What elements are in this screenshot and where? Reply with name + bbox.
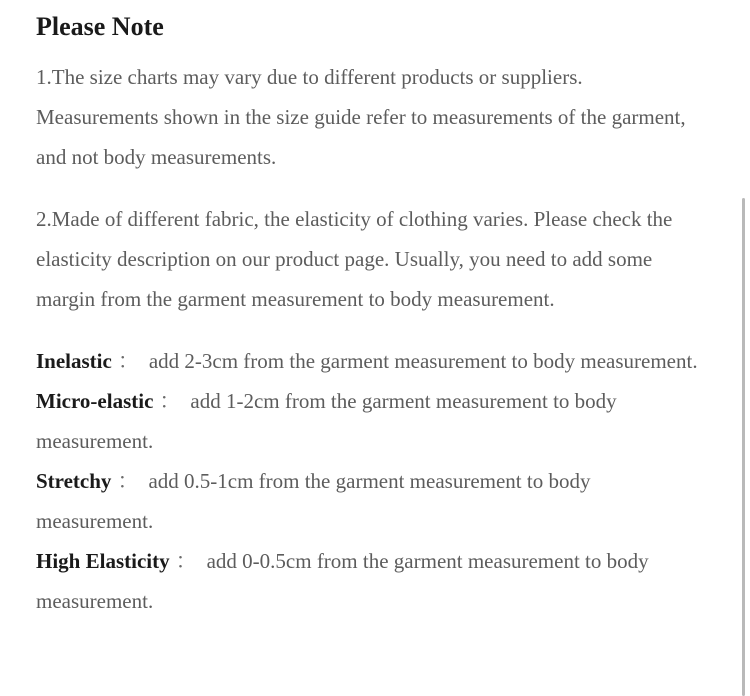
elasticity-description: add 2-3cm from the garment measurement to body measurement. <box>148 349 698 373</box>
elasticity-list <box>36 341 706 621</box>
separator: ： <box>159 389 181 413</box>
elasticity-item-inelastic <box>36 341 706 381</box>
elasticity-item-stretchy <box>36 461 706 541</box>
elasticity-description: add 1-2cm from the garment measurement to body measurement. <box>36 389 617 453</box>
elasticity-term: Micro-elastic <box>36 389 154 413</box>
elasticity-description: add 0-0.5cm from the garment measurement to body measurement. <box>36 549 649 613</box>
elasticity-description: add 0.5-1cm from the garment measurement to body measurement. <box>36 469 591 533</box>
separator: ： <box>175 549 197 573</box>
note-paragraph-2: 2.Made of different fabric, the elasticity of clothing varies. Please check the elasticity description on our product page. Usually, you need to add some margin from the garment measurement to body measurement. <box>36 207 673 311</box>
elasticity-term: Stretchy <box>36 469 112 493</box>
scrollbar-thumb[interactable] <box>742 198 745 696</box>
page-title: Please Note <box>36 12 164 41</box>
separator: ： <box>117 349 139 373</box>
elasticity-item-micro-elastic <box>36 381 706 461</box>
separator: ： <box>117 469 139 493</box>
elasticity-term: High Elasticity <box>36 549 170 573</box>
note-content <box>36 0 706 621</box>
note-paragraph-1: 1.The size charts may vary due to different products or suppliers. Measurements shown in the size guide refer to measurements of the garment, and not body measurements. <box>36 65 686 169</box>
elasticity-item-high-elasticity <box>36 541 706 621</box>
elasticity-term: Inelastic <box>36 349 112 373</box>
